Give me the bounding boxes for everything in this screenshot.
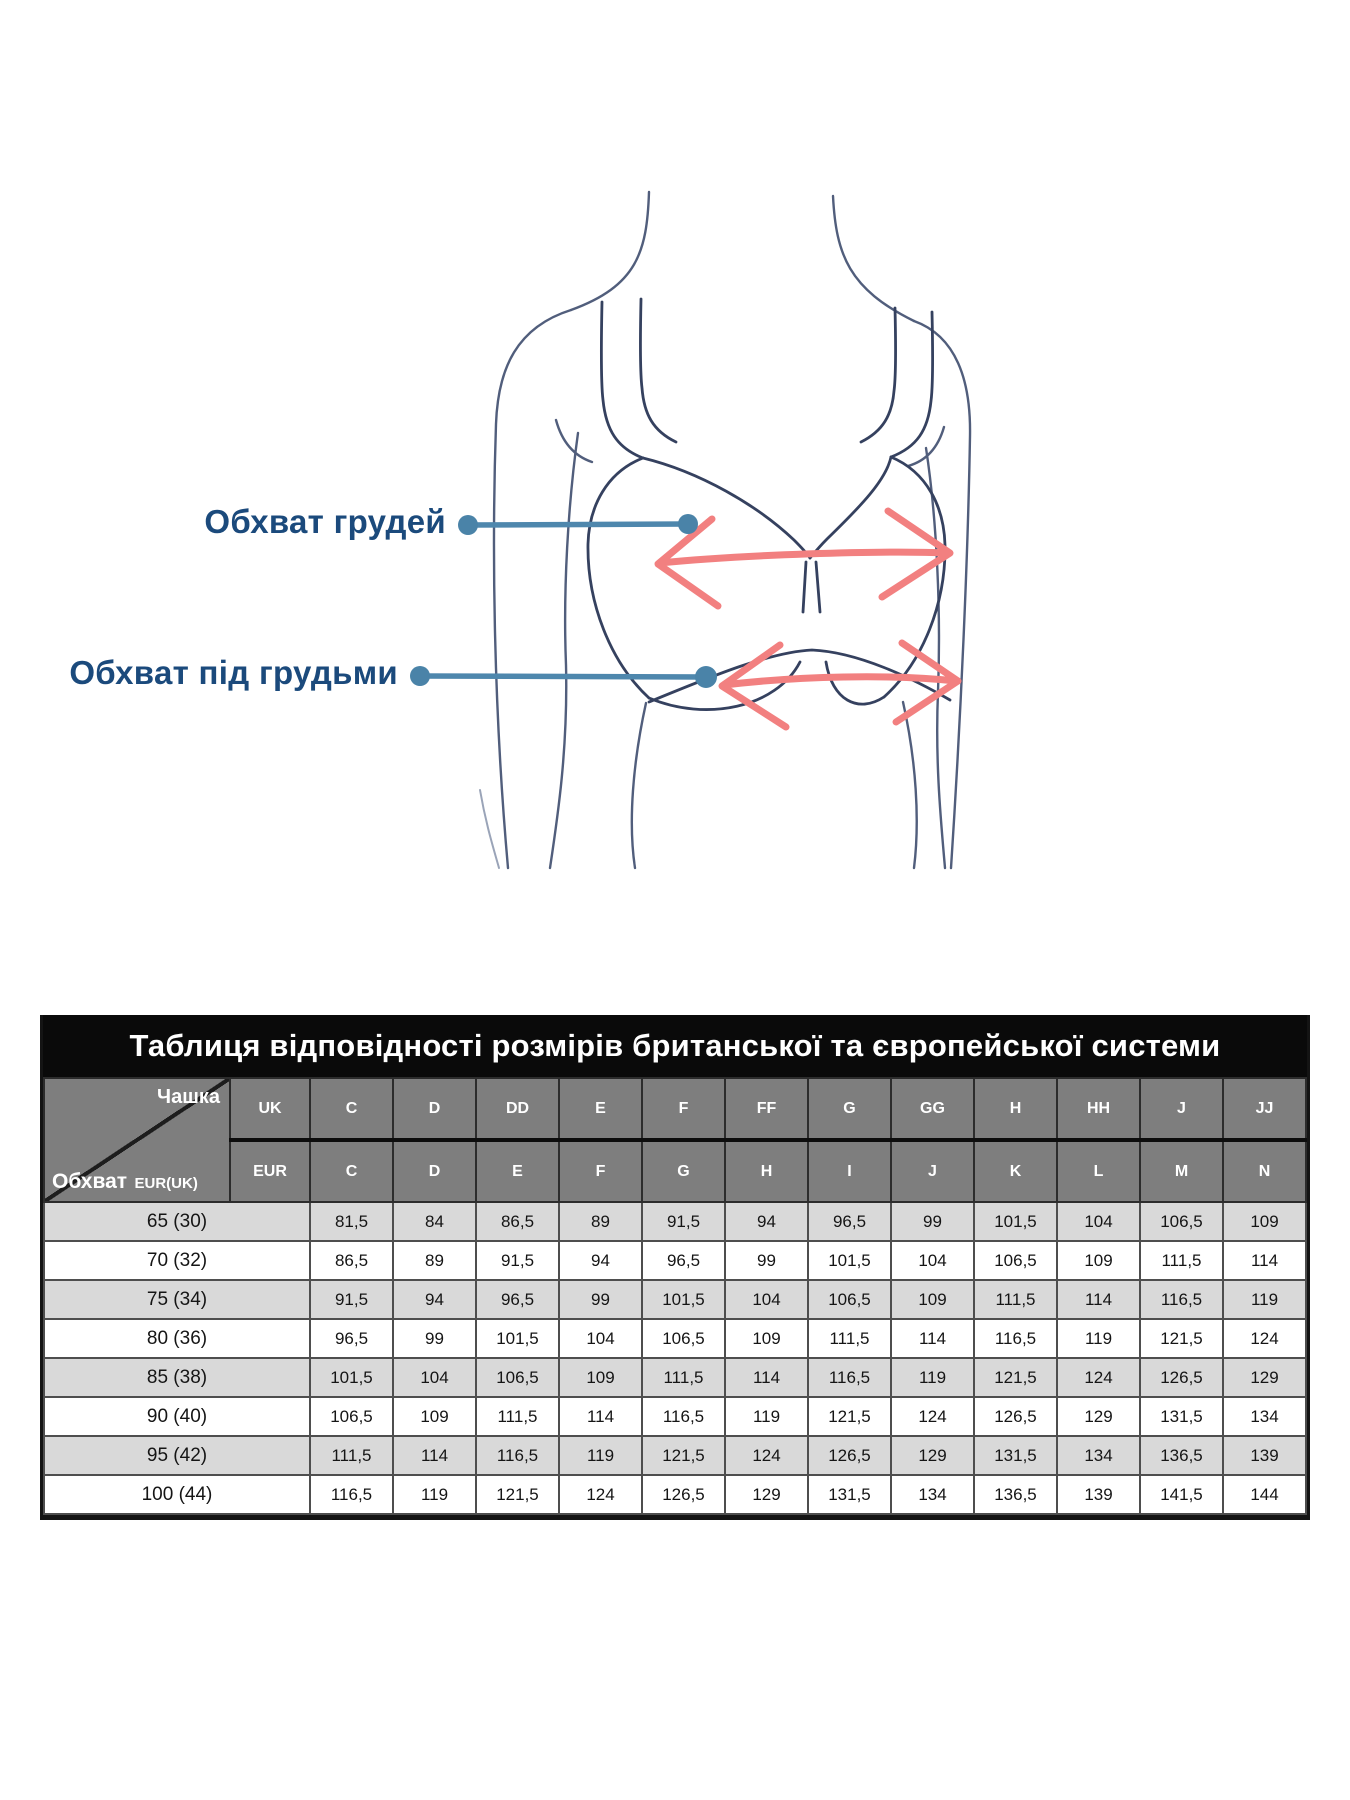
value-cell: 96,5 <box>310 1319 393 1358</box>
value-cell: 91,5 <box>642 1202 725 1241</box>
value-cell: 119 <box>1223 1280 1306 1319</box>
row-label-cell: 80 (36) <box>44 1319 310 1358</box>
value-cell: 99 <box>725 1241 808 1280</box>
corner-cell <box>44 1078 230 1202</box>
eur-cup-cell: E <box>476 1140 559 1202</box>
value-cell: 101,5 <box>808 1241 891 1280</box>
value-cell: 144 <box>1223 1475 1306 1514</box>
value-cell: 116,5 <box>310 1475 393 1514</box>
eur-cup-cell: D <box>393 1140 476 1202</box>
value-cell: 129 <box>725 1475 808 1514</box>
value-cell: 104 <box>393 1358 476 1397</box>
value-cell: 101,5 <box>310 1358 393 1397</box>
value-cell: 139 <box>1223 1436 1306 1475</box>
eur-cup-cell: K <box>974 1140 1057 1202</box>
value-cell: 106,5 <box>642 1319 725 1358</box>
header-row-eur <box>44 1140 1306 1202</box>
value-cell: 109 <box>891 1280 974 1319</box>
row-label-cell: 100 (44) <box>44 1475 310 1514</box>
value-cell: 86,5 <box>476 1202 559 1241</box>
value-cell: 89 <box>559 1202 642 1241</box>
value-cell: 124 <box>725 1436 808 1475</box>
value-cell: 119 <box>891 1358 974 1397</box>
eur-cup-cell: L <box>1057 1140 1140 1202</box>
value-cell: 116,5 <box>808 1358 891 1397</box>
header-row-uk <box>44 1078 1306 1140</box>
underbust-leader-line <box>410 666 717 688</box>
value-cell: 111,5 <box>310 1436 393 1475</box>
value-cell: 109 <box>1223 1202 1306 1241</box>
uk-cup-cell: E <box>559 1078 642 1140</box>
size-conversion-table <box>43 1077 1307 1515</box>
value-cell: 124 <box>891 1397 974 1436</box>
value-cell: 106,5 <box>476 1358 559 1397</box>
eur-cup-cell: C <box>310 1140 393 1202</box>
value-cell: 124 <box>1223 1319 1306 1358</box>
value-cell: 124 <box>1057 1358 1140 1397</box>
size-row <box>44 1475 1306 1514</box>
eur-cup-cell: M <box>1140 1140 1223 1202</box>
eur-cup-cell: I <box>808 1140 891 1202</box>
uk-cup-cell: GG <box>891 1078 974 1140</box>
value-cell: 111,5 <box>642 1358 725 1397</box>
value-cell: 114 <box>1057 1280 1140 1319</box>
corner-cup-label: Чашка <box>157 1086 220 1108</box>
uk-cup-cell: D <box>393 1078 476 1140</box>
value-cell: 134 <box>1057 1436 1140 1475</box>
value-cell: 99 <box>559 1280 642 1319</box>
value-cell: 106,5 <box>310 1397 393 1436</box>
value-cell: 111,5 <box>808 1319 891 1358</box>
size-row <box>44 1436 1306 1475</box>
table-title: Таблиця відповідності розмірів британської та європейської системи <box>43 1015 1307 1077</box>
value-cell: 136,5 <box>974 1475 1057 1514</box>
value-cell: 101,5 <box>476 1319 559 1358</box>
value-cell: 119 <box>725 1397 808 1436</box>
value-cell: 139 <box>1057 1475 1140 1514</box>
size-row <box>44 1202 1306 1241</box>
eur-cup-cell: N <box>1223 1140 1306 1202</box>
value-cell: 96,5 <box>808 1202 891 1241</box>
corner-girth-label <box>52 1170 198 1194</box>
value-cell: 121,5 <box>642 1436 725 1475</box>
uk-cup-cell: J <box>1140 1078 1223 1140</box>
value-cell: 134 <box>1223 1397 1306 1436</box>
value-cell: 119 <box>559 1436 642 1475</box>
value-cell: 114 <box>1223 1241 1306 1280</box>
value-cell: 114 <box>393 1436 476 1475</box>
value-cell: 99 <box>393 1319 476 1358</box>
value-cell: 116,5 <box>642 1397 725 1436</box>
value-cell: 129 <box>1223 1358 1306 1397</box>
value-cell: 94 <box>559 1241 642 1280</box>
value-cell: 121,5 <box>808 1397 891 1436</box>
underbust-label: Обхват під грудьми <box>69 654 398 691</box>
value-cell: 109 <box>393 1397 476 1436</box>
value-cell: 131,5 <box>974 1436 1057 1475</box>
uk-cup-cell: C <box>310 1078 393 1140</box>
row-label-cell: 95 (42) <box>44 1436 310 1475</box>
value-cell: 101,5 <box>642 1280 725 1319</box>
value-cell: 94 <box>393 1280 476 1319</box>
corner-girth-sub: EUR(UK) <box>134 1175 198 1192</box>
value-cell: 94 <box>725 1202 808 1241</box>
value-cell: 109 <box>1057 1241 1140 1280</box>
size-row <box>44 1241 1306 1280</box>
value-cell: 81,5 <box>310 1202 393 1241</box>
uk-cup-cell: F <box>642 1078 725 1140</box>
eur-cup-cell: G <box>642 1140 725 1202</box>
uk-cup-cell: FF <box>725 1078 808 1140</box>
row-label-cell: 70 (32) <box>44 1241 310 1280</box>
size-row <box>44 1319 1306 1358</box>
value-cell: 121,5 <box>476 1475 559 1514</box>
value-cell: 114 <box>559 1397 642 1436</box>
bra-outline <box>588 299 950 710</box>
uk-cup-cell: H <box>974 1078 1057 1140</box>
value-cell: 116,5 <box>476 1436 559 1475</box>
value-cell: 104 <box>559 1319 642 1358</box>
value-cell: 96,5 <box>642 1241 725 1280</box>
value-cell: 104 <box>1057 1202 1140 1241</box>
value-cell: 114 <box>725 1358 808 1397</box>
row-label-cell: 85 (38) <box>44 1358 310 1397</box>
value-cell: 104 <box>725 1280 808 1319</box>
uk-cup-cell: HH <box>1057 1078 1140 1140</box>
row-label-cell: 75 (34) <box>44 1280 310 1319</box>
value-cell: 89 <box>393 1241 476 1280</box>
row-label-cell: 65 (30) <box>44 1202 310 1241</box>
value-cell: 106,5 <box>974 1241 1057 1280</box>
eur-cup-cell: J <box>891 1140 974 1202</box>
size-table-body <box>44 1202 1306 1514</box>
value-cell: 136,5 <box>1140 1436 1223 1475</box>
value-cell: 114 <box>891 1319 974 1358</box>
value-cell: 99 <box>891 1202 974 1241</box>
value-cell: 86,5 <box>310 1241 393 1280</box>
eur-cup-cell: F <box>559 1140 642 1202</box>
value-cell: 111,5 <box>1140 1241 1223 1280</box>
value-cell: 121,5 <box>974 1358 1057 1397</box>
value-cell: 111,5 <box>974 1280 1057 1319</box>
value-cell: 106,5 <box>808 1280 891 1319</box>
value-cell: 111,5 <box>476 1397 559 1436</box>
value-cell: 96,5 <box>476 1280 559 1319</box>
corner-girth-word: Обхват <box>52 1170 128 1193</box>
size-row <box>44 1280 1306 1319</box>
eur-cup-cell: H <box>725 1140 808 1202</box>
value-cell: 101,5 <box>974 1202 1057 1241</box>
size-row <box>44 1397 1306 1436</box>
uk-cup-cell: JJ <box>1223 1078 1306 1140</box>
row-label-cell: 90 (40) <box>44 1397 310 1436</box>
value-cell: 119 <box>393 1475 476 1514</box>
uk-cup-cell: DD <box>476 1078 559 1140</box>
value-cell: 91,5 <box>310 1280 393 1319</box>
eur-system-cell: EUR <box>230 1140 310 1202</box>
value-cell: 106,5 <box>1140 1202 1223 1241</box>
value-cell: 104 <box>891 1241 974 1280</box>
size-row <box>44 1358 1306 1397</box>
value-cell: 126,5 <box>974 1397 1057 1436</box>
value-cell: 116,5 <box>974 1319 1057 1358</box>
value-cell: 131,5 <box>808 1475 891 1514</box>
value-cell: 121,5 <box>1140 1319 1223 1358</box>
value-cell: 91,5 <box>476 1241 559 1280</box>
value-cell: 124 <box>559 1475 642 1514</box>
value-cell: 126,5 <box>808 1436 891 1475</box>
value-cell: 119 <box>1057 1319 1140 1358</box>
value-cell: 129 <box>891 1436 974 1475</box>
value-cell: 126,5 <box>642 1475 725 1514</box>
value-cell: 84 <box>393 1202 476 1241</box>
uk-system-cell: UK <box>230 1078 310 1140</box>
value-cell: 109 <box>559 1358 642 1397</box>
value-cell: 126,5 <box>1140 1358 1223 1397</box>
value-cell: 134 <box>891 1475 974 1514</box>
body-outline <box>480 192 970 868</box>
value-cell: 109 <box>725 1319 808 1358</box>
value-cell: 116,5 <box>1140 1280 1223 1319</box>
value-cell: 129 <box>1057 1397 1140 1436</box>
bust-label: Обхват грудей <box>204 503 446 540</box>
uk-cup-cell: G <box>808 1078 891 1140</box>
size-table <box>40 1015 1310 1520</box>
value-cell: 141,5 <box>1140 1475 1223 1514</box>
value-cell: 131,5 <box>1140 1397 1223 1436</box>
